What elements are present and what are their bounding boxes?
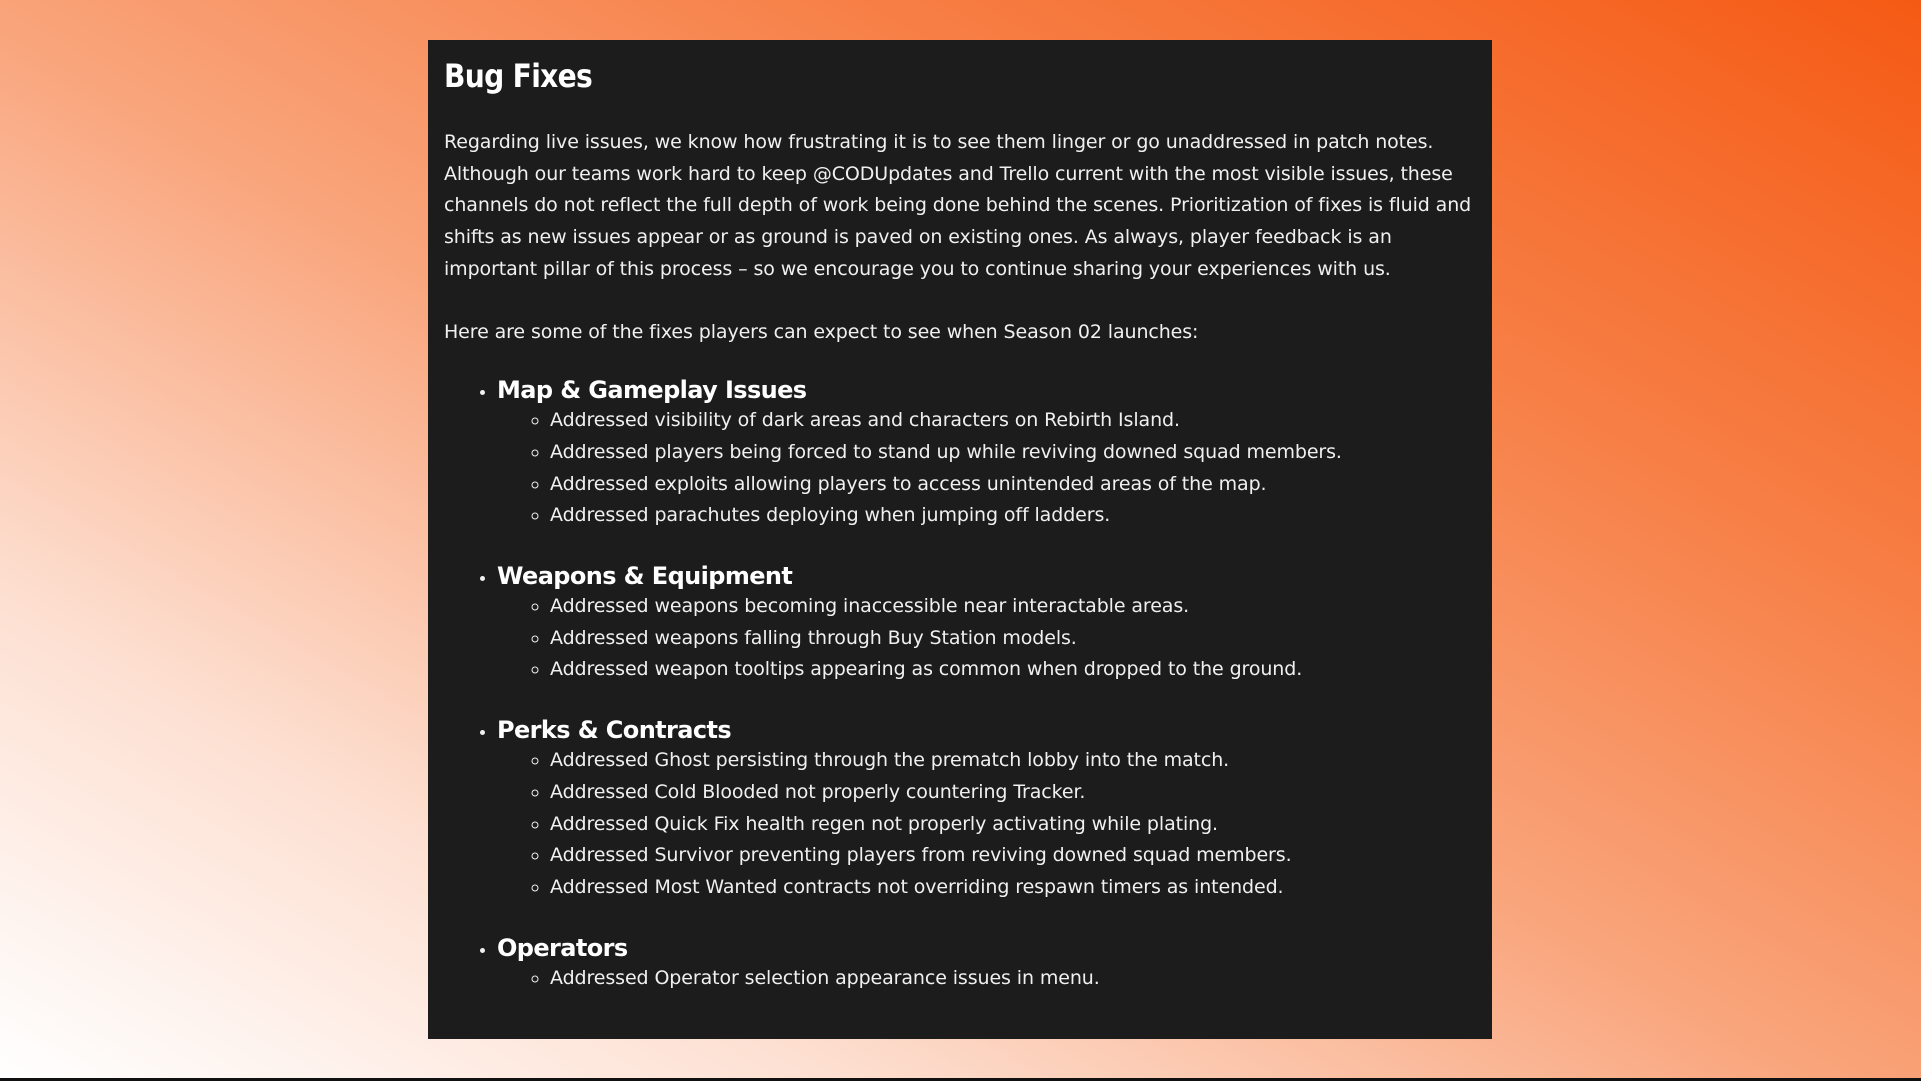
section-operators: [497, 934, 1476, 995]
fix-item: ◦ Addressed Survivor preventing players from reviving downed squad members.: [550, 840, 1476, 872]
section-weapons-equipment: [497, 562, 1476, 686]
fix-item: ◦ Addressed Most Wanted contracts not overriding respawn timers as intended.: [550, 872, 1476, 904]
lead-paragraph: Here are some of the fixes players can expect to see when Season 02 launches:: [444, 320, 1199, 343]
fix-list: [497, 963, 1476, 995]
section-title: • Operators: [497, 933, 628, 962]
fix-item: ◦ Addressed Ghost persisting through the prematch lobby into the match.: [550, 745, 1476, 777]
fix-item: ◦ Addressed exploits allowing players to access unintended areas of the map.: [550, 469, 1476, 501]
page-title: Bug Fixes: [444, 57, 593, 95]
fix-item: ◦ Addressed Operator selection appearance issues in menu.: [550, 963, 1476, 995]
intro-paragraph: Regarding live issues, we know how frustrating it is to see them linger or go unaddressed in patch notes. Although our teams work hard to keep @CODUpdates and Trello current with the most visible issues, these channels do not reflect the full depth of work being done behind the scenes. Prioritization of fixes is fluid and shifts as new issues appear or as ground is paved on existing ones. As always, player feedback is an important pillar of this process – so we encourage you to continue sharing your experiences with us.: [444, 131, 1472, 280]
fix-item: ◦ Addressed players being forced to stand up while reviving downed squad members.: [550, 437, 1476, 469]
fix-item: ◦ Addressed Cold Blooded not properly countering Tracker.: [550, 777, 1476, 809]
section-title: • Map & Gameplay Issues: [497, 376, 807, 405]
fix-item: ◦ Addressed weapons falling through Buy Station models.: [550, 623, 1476, 655]
fix-list: [497, 405, 1476, 532]
fix-item: ◦ Addressed weapon tooltips appearing as common when dropped to the ground.: [550, 654, 1476, 686]
section-title: • Perks & Contracts: [497, 716, 732, 745]
section-map-gameplay: [497, 376, 1476, 532]
fix-sections-list: [444, 376, 1476, 994]
fix-item: ◦ Addressed parachutes deploying when jumping off ladders.: [550, 500, 1476, 532]
section-title: • Weapons & Equipment: [497, 562, 793, 591]
fix-item: ◦ Addressed Quick Fix health regen not properly activating while plating.: [550, 809, 1476, 841]
fix-list: [497, 745, 1476, 904]
fix-item: ◦ Addressed weapons becoming inaccessible near interactable areas.: [550, 591, 1476, 623]
fix-item: ◦ Addressed visibility of dark areas and characters on Rebirth Island.: [550, 405, 1476, 437]
fix-list: [497, 591, 1476, 686]
bug-fixes-panel: [428, 40, 1492, 1039]
section-perks-contracts: [497, 716, 1476, 904]
